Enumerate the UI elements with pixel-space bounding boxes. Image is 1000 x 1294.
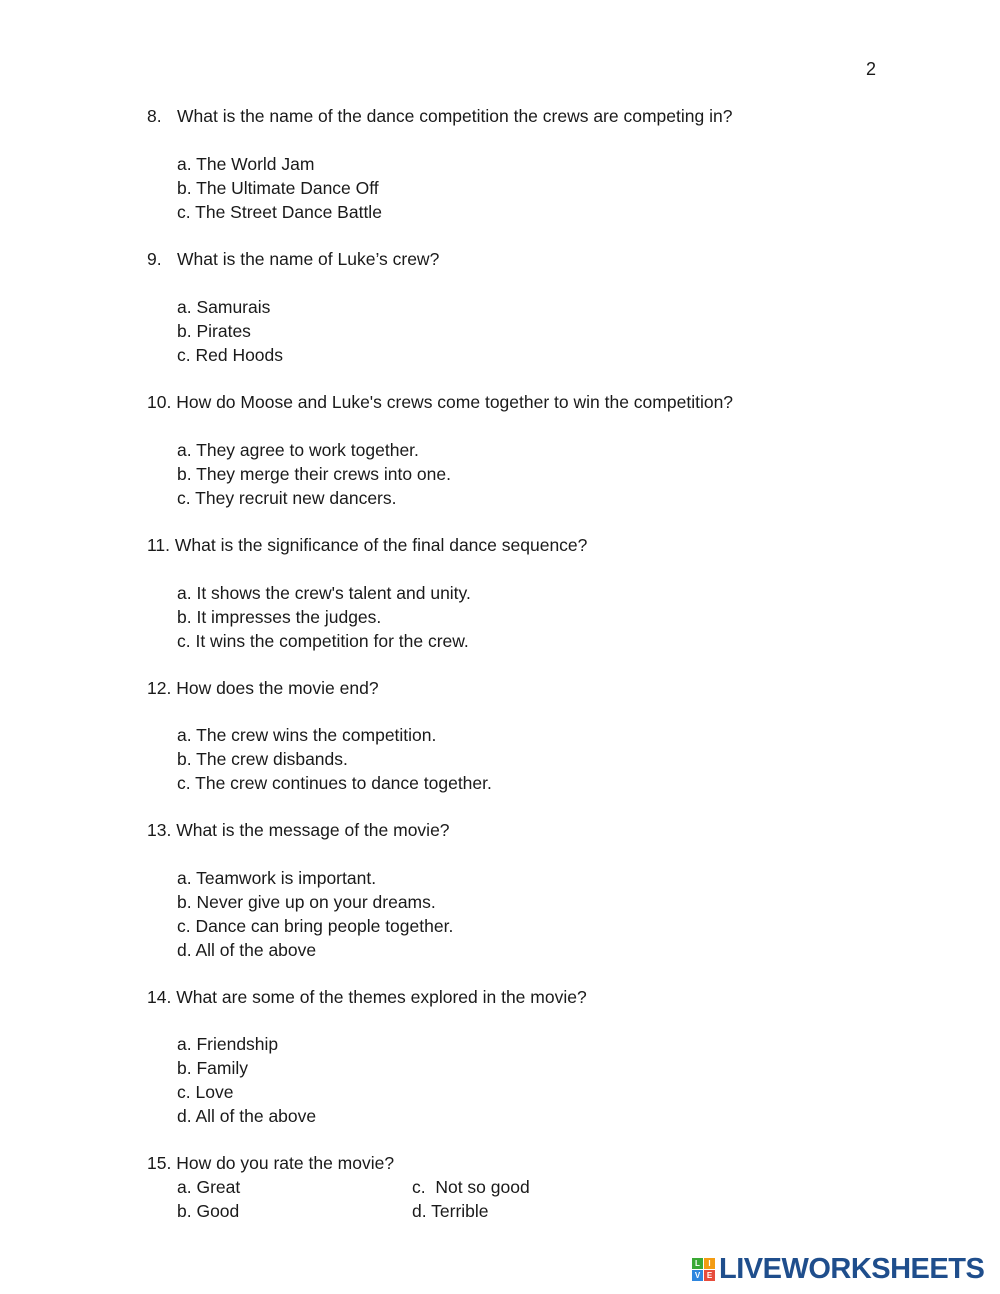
option-12a[interactable]: a. The crew wins the competition.: [177, 725, 437, 745]
option-13c[interactable]: c. Dance can bring people together.: [177, 916, 454, 936]
question-14: [147, 987, 587, 1008]
option-15a[interactable]: a. Great: [177, 1177, 241, 1197]
logo-badge-letter: L: [692, 1258, 703, 1269]
question-15: [147, 1153, 394, 1174]
option-13a[interactable]: a. Teamwork is important.: [177, 868, 377, 888]
option-9b[interactable]: b. Pirates: [177, 321, 251, 341]
question-10: [147, 392, 733, 413]
option-12b[interactable]: b. The crew disbands.: [177, 749, 348, 769]
question-number: 12.: [147, 678, 172, 698]
logo-badge-letter: E: [704, 1270, 715, 1281]
question-number: 9.: [147, 249, 162, 269]
question-number: 8.: [147, 106, 162, 126]
question-text: How does the movie end?: [176, 678, 379, 698]
question-number: 14.: [147, 987, 172, 1007]
option-9a[interactable]: a. Samurais: [177, 297, 271, 317]
question-number: 11.: [147, 535, 171, 555]
logo-badge-letter: V: [692, 1270, 703, 1281]
question-number: 15.: [147, 1153, 172, 1173]
question-text: How do you rate the movie?: [176, 1153, 395, 1173]
question-text: What is the name of Luke’s crew?: [177, 249, 440, 269]
option-11b[interactable]: b. It impresses the judges.: [177, 607, 382, 627]
option-15c[interactable]: c. Not so good: [412, 1177, 530, 1197]
option-8a[interactable]: a. The World Jam: [177, 154, 315, 174]
option-15d[interactable]: d. Terrible: [412, 1201, 489, 1221]
option-10c[interactable]: c. They recruit new dancers.: [177, 488, 397, 508]
question-text: What is the significance of the final dance sequence?: [174, 535, 588, 555]
option-15b[interactable]: b. Good: [177, 1201, 240, 1221]
option-13d[interactable]: d. All of the above: [177, 940, 317, 960]
question-text: What are some of the themes explored in the movie?: [176, 987, 587, 1007]
logo-text: LIVEWORKSHEETS: [719, 1252, 985, 1285]
question-13: [147, 820, 450, 841]
question-number: 13.: [147, 820, 172, 840]
option-12c[interactable]: c. The crew continues to dance together.: [177, 773, 492, 793]
option-14c[interactable]: c. Love: [177, 1082, 234, 1102]
option-10b[interactable]: b. They merge their crews into one.: [177, 464, 451, 484]
question-12: [147, 678, 379, 699]
question-text: What is the name of the dance competition the crews are competing in?: [177, 106, 733, 126]
option-8b[interactable]: b. The Ultimate Dance Off: [177, 178, 379, 198]
option-9c[interactable]: c. Red Hoods: [177, 345, 284, 365]
option-14d[interactable]: d. All of the above: [177, 1106, 317, 1126]
page-number: 2: [866, 59, 877, 79]
question-9: [147, 249, 439, 270]
question-8: [147, 106, 732, 127]
logo-badge-icon: [692, 1258, 715, 1281]
question-11: [147, 535, 587, 556]
liveworksheets-logo: [692, 1254, 984, 1284]
option-11a[interactable]: a. It shows the crew's talent and unity.: [177, 583, 471, 603]
question-text: What is the message of the movie?: [176, 820, 450, 840]
option-10a[interactable]: a. They agree to work together.: [177, 440, 419, 460]
question-number: 10.: [147, 392, 172, 412]
option-13b[interactable]: b. Never give up on your dreams.: [177, 892, 436, 912]
question-text: How do Moose and Luke's crews come together to win the competition?: [176, 392, 734, 412]
option-14b[interactable]: b. Family: [177, 1058, 248, 1078]
logo-badge-letter: I: [704, 1258, 715, 1269]
option-8c[interactable]: c. The Street Dance Battle: [177, 202, 382, 222]
option-11c[interactable]: c. It wins the competition for the crew.: [177, 631, 469, 651]
option-14a[interactable]: a. Friendship: [177, 1034, 279, 1054]
